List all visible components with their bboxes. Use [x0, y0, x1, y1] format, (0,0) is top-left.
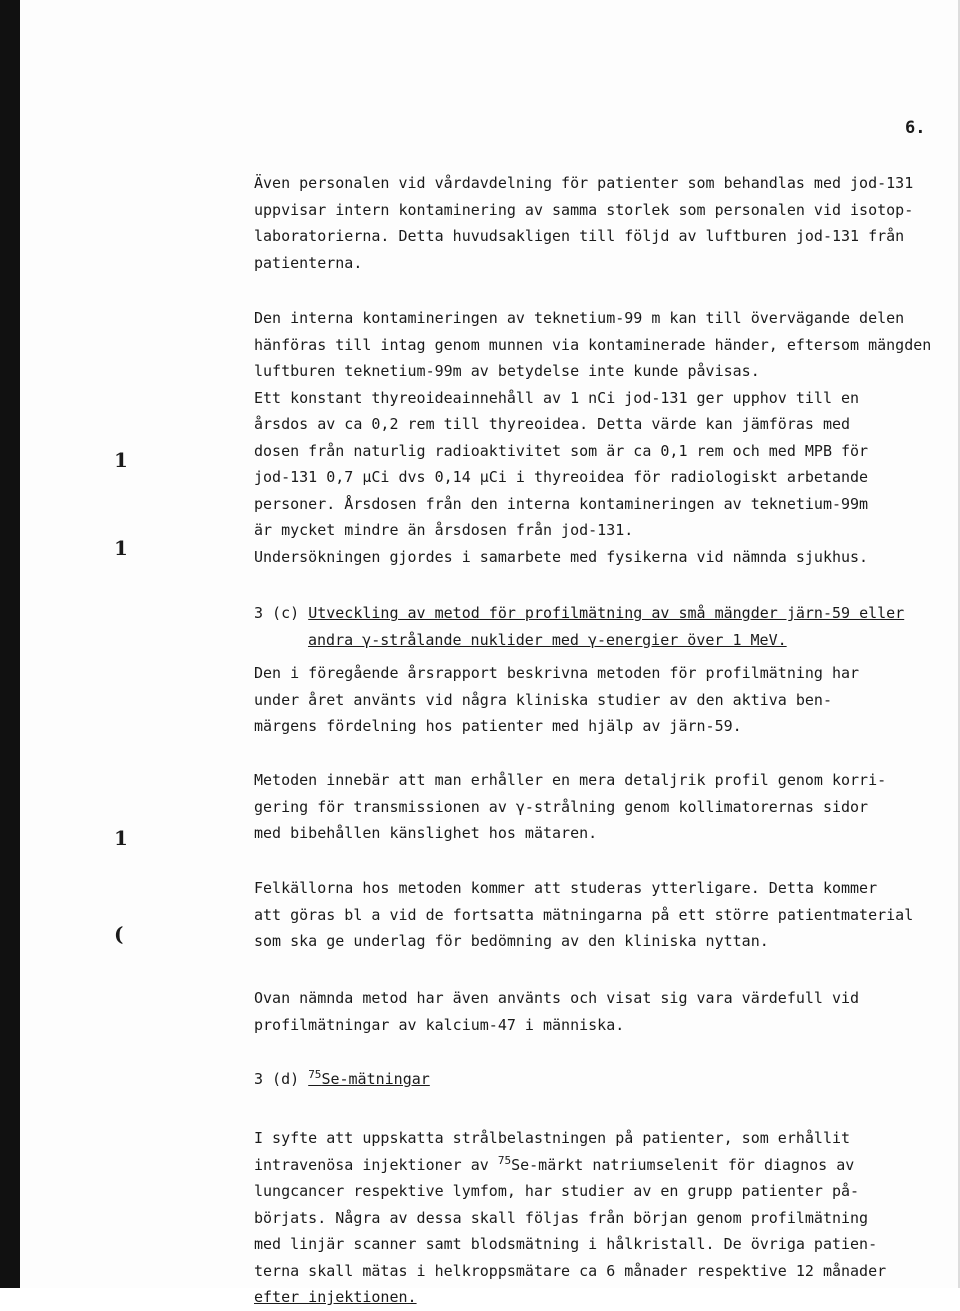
text-line: patienterna. — [254, 253, 363, 272]
margin-mark: 1 — [114, 536, 128, 560]
paragraph-technetium-contamination — [254, 305, 944, 570]
text-line: med bibehållen känslighet hos mätaren. — [254, 824, 598, 842]
text-line: med linjär scanner samt blodsmätning i hålkristall. De övriga patien- — [254, 1235, 878, 1253]
heading-title-text: Se-mätningar — [321, 1070, 430, 1088]
page-number: 6. — [905, 118, 926, 138]
text-line: märgens fördelning hos patienter med hjälp av järn-59. — [254, 717, 742, 735]
text-line: luftburen teknetium-99m av betydelse inte kunde påvisas. — [254, 362, 760, 380]
text-line: Den interna kontamineringen av teknetium-99 m kan till övervägande delen — [254, 309, 905, 327]
text-line: hänföras till intag genom munnen via kontaminerade händer, eftersom mängden — [254, 335, 932, 354]
paragraph-method-correction — [254, 767, 944, 847]
text-fragment: efter injektionen. — [254, 1288, 417, 1306]
text-line — [254, 1284, 944, 1311]
text-line: profilmätningar av kalcium-47 i människa. — [254, 1015, 625, 1034]
paragraph-calcium — [254, 985, 944, 1038]
scan-edge-shadow — [0, 0, 20, 1288]
text-line: som ska ge underlag för bedömning av den kliniska nyttan. — [254, 932, 769, 950]
text-line: I syfte att uppskatta strålbelastningen på patienter, som erhållit — [254, 1129, 851, 1147]
paragraph-selenium-study — [254, 1125, 944, 1311]
paragraph-error-sources — [254, 875, 944, 955]
text-line: jod-131 0,7 µCi dvs 0,14 µCi i thyreoidea för radiologiskt arbetande — [254, 468, 869, 486]
paragraph-personnel-contamination — [254, 170, 944, 276]
text-line: Ett konstant thyreoideainnehåll av 1 nCi jod-131 ger upphov till en — [254, 388, 860, 407]
text-line: Metoden innebär att man erhåller en mera detaljrik profil genom korri- — [254, 771, 887, 789]
section-heading-3c — [254, 600, 944, 653]
margin-mark: ( — [114, 922, 124, 946]
text-line: att göras bl a vid de fortsatta mätningarna på ett större patientmaterial — [254, 905, 914, 924]
text-line: uppvisar intern kontaminering av samma storlek som personalen vid isotop- — [254, 200, 914, 219]
text-line: gering för transmissionen av γ-strålning genom kollimatorernas sidor — [254, 797, 869, 816]
text-line: under året använts vid några kliniska studier av den aktiva ben- — [254, 690, 832, 709]
margin-mark: 1 — [114, 448, 128, 472]
text-line: är mycket mindre än årsdosen från jod-131. — [254, 521, 634, 539]
isotope-mass-number: 75 — [497, 1153, 512, 1167]
heading-line — [254, 600, 944, 627]
text-line: börjats. Några av dessa skall följas från början genom profilmätning — [254, 1208, 869, 1227]
text-line: Den i föregående årsrapport beskrivna metoden för profilmätning har — [254, 664, 860, 682]
text-line — [254, 1152, 944, 1179]
paragraph-profile-method — [254, 660, 944, 740]
heading-title: Utveckling av metod för profilmätning av små mängder järn-59 eller — [308, 604, 905, 622]
text-line: personer. Årsdosen från den interna kontamineringen av teknetium-99m — [254, 494, 869, 513]
heading-number: 3 (d) — [254, 1070, 309, 1088]
heading-line — [254, 1066, 944, 1093]
heading-title-continued: andra γ-strålande nuklider med γ-energier över 1 MeV. — [308, 630, 787, 649]
text-line: laboratorierna. Detta huvudsakligen till följd av luftburen jod-131 från — [254, 227, 905, 245]
text-line: terna skall mätas i helkroppsmätare ca 6 månader respektive 12 månader — [254, 1261, 887, 1280]
text-line: Ovan nämnda metod har även använts och visat sig vara värdefull vid — [254, 989, 860, 1007]
section-heading-3d — [254, 1066, 944, 1093]
text-line: Undersökningen gjordes i samarbete med fysikerna vid nämnda sjukhus. — [254, 547, 869, 566]
text-line: Felkällorna hos metoden kommer att studeras ytterligare. Detta kommer — [254, 879, 878, 897]
text-line: lungcancer respektive lymfom, har studier av en grupp patienter på- — [254, 1182, 860, 1200]
heading-title — [308, 1070, 430, 1088]
text-fragment: intravenösa injektioner av — [254, 1155, 498, 1174]
text-line: årsdos av ca 0,2 rem till thyreoidea. Detta värde kan jämföras med — [254, 415, 851, 433]
heading-line — [254, 627, 944, 654]
isotope-mass-number: 75 — [308, 1068, 322, 1081]
text-line: dosen från naturlig radioaktivitet som är ca 0,1 rem och med MPB för — [254, 441, 869, 460]
text-line: Även personalen vid vårdavdelning för patienter som behandlas med jod-131 — [254, 174, 914, 192]
text-fragment: Se-märkt natriumselenit för diagnos av — [511, 1155, 855, 1174]
margin-mark: 1 — [114, 826, 128, 850]
heading-number: 3 (c) — [254, 604, 309, 622]
